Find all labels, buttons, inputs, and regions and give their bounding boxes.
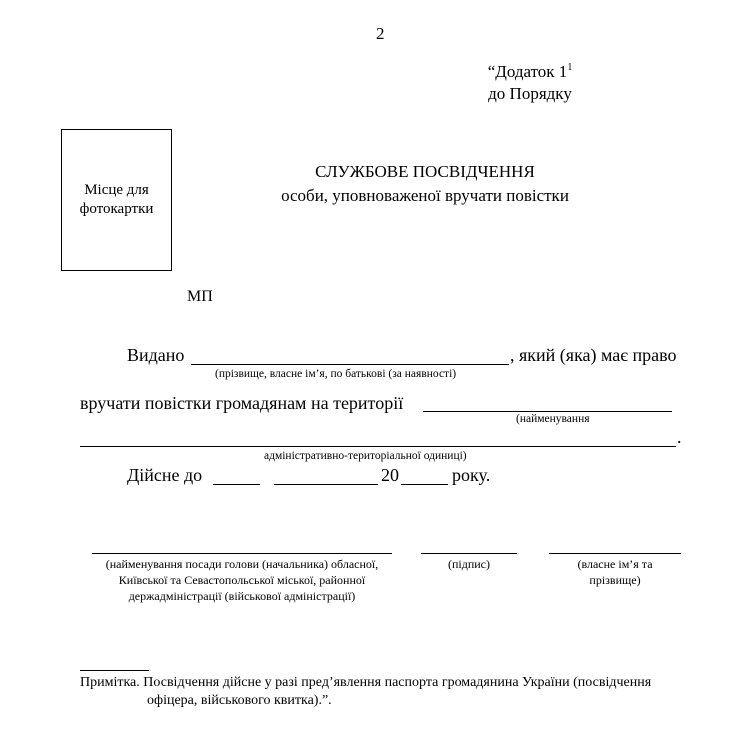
document-subtitle: особи, уповноваженої вручати повістки: [281, 186, 569, 205]
appendix-superscript: 1: [567, 62, 573, 73]
note-line1: Примітка. Посвідчення дійсне у разі пред’явлення паспорта громадянина України (посвідчення: [80, 675, 652, 690]
issued-suffix: , який (яка) має право: [510, 345, 677, 365]
stamp-label: МП: [187, 288, 213, 305]
footnote-separator: [80, 670, 149, 671]
territory-caption-2: адміністративно-територіальної одиниці): [264, 450, 467, 462]
position-caption-line1: (найменування посади голови (начальника) обласної,: [105, 557, 379, 571]
position-caption: [80, 556, 404, 604]
position-caption-line3: держадміністрації (військової адміністрації): [128, 589, 356, 603]
territory-field-2: [80, 446, 676, 447]
valid-year-field: [401, 484, 448, 485]
appendix-reference: [470, 61, 590, 105]
photo-label-line1: Місце для: [84, 182, 149, 198]
name-caption-line2: прізвище): [589, 573, 641, 587]
photo-label-line2: фотокартки: [79, 201, 154, 217]
issued-label: Видано: [127, 345, 185, 365]
name-caption-line1: (власне ім’я та: [577, 557, 653, 571]
position-caption-line2: Київської та Севастопольської міської, районної: [118, 573, 366, 587]
valid-until-label: Дійсне до: [127, 465, 203, 485]
territory-end-dot: .: [677, 427, 682, 447]
valid-day-field: [213, 484, 260, 485]
note-line2: офіцера, військового квитка).”.: [147, 693, 332, 708]
territory-label: вручати повістки громадянам на території: [80, 393, 404, 413]
position-signature-line: [92, 553, 392, 554]
signature-caption: (підпис): [447, 557, 491, 571]
name-caption: [549, 556, 681, 588]
valid-year-suffix: року.: [452, 465, 491, 485]
name-signature-line: [549, 553, 681, 554]
issued-name-field: [191, 364, 509, 365]
territory-field: [423, 411, 672, 412]
valid-year-prefix: 20: [381, 465, 399, 485]
photo-placeholder: [61, 129, 172, 271]
page-number: 2: [376, 24, 385, 43]
document-title: СЛУЖБОВЕ ПОСВІДЧЕННЯ: [315, 162, 535, 181]
territory-caption-1: (найменування: [516, 413, 590, 425]
valid-month-field: [274, 484, 378, 485]
appendix-line2: до Порядку: [488, 84, 572, 103]
signature-line: [421, 553, 517, 554]
appendix-line1: “Додаток $1^1$: [487, 62, 573, 81]
issued-name-caption: (прізвище, власне ім’я, по батькові (за наявності): [215, 368, 457, 380]
